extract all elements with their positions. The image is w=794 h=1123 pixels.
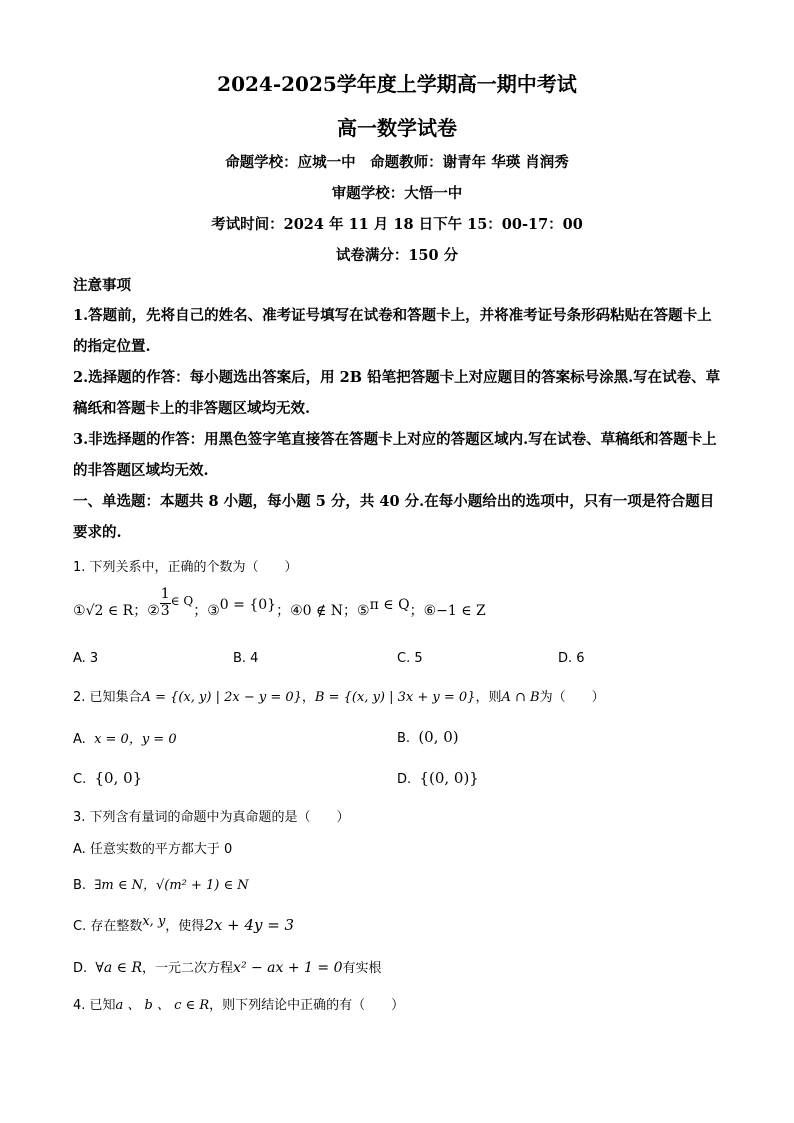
option-equation: 2x + 4y = 3 xyxy=(204,916,295,934)
question-1-relations xyxy=(73,586,486,620)
option-label: C. 存在整数 xyxy=(73,919,143,934)
option-vars: x, y xyxy=(142,914,166,929)
separator: ； xyxy=(409,603,424,619)
circled-number: ③ xyxy=(207,603,220,619)
stem-suffix: ，则下列结论中正确的有（ ） xyxy=(209,998,405,1013)
stem-suffix: 为（ ） xyxy=(539,690,605,705)
circled-number: ⑥ xyxy=(423,603,437,619)
option-equation: x² − ax + 1 = 0 xyxy=(233,960,343,976)
option-a xyxy=(73,728,177,747)
separator: ； xyxy=(133,603,148,619)
exam-title: 2024-2025学年度上学期高一期中考试 xyxy=(217,72,577,96)
relation-1: √2 ∈ R xyxy=(85,603,134,619)
denominator: 3 xyxy=(160,602,170,619)
relation-6: −1 ∈ Z xyxy=(436,603,486,619)
separator: ； xyxy=(276,603,291,619)
stem-prefix: 4. 已知 xyxy=(73,998,116,1013)
stem-mid: ，则 xyxy=(475,690,502,705)
option-text: {(0, 0)} xyxy=(419,769,479,787)
option-d: D. 6 xyxy=(558,651,585,666)
option-b: B. 4 xyxy=(233,651,259,666)
circled-number: ④ xyxy=(290,603,303,619)
separator: ， xyxy=(301,690,315,705)
option-d xyxy=(73,957,382,976)
option-tail: 有实根 xyxy=(342,961,382,976)
notes-heading: 注意事项 xyxy=(73,277,131,294)
question-4-stem xyxy=(73,994,404,1013)
option-text: {0, 0} xyxy=(94,769,143,787)
circled-number: ② xyxy=(147,603,160,619)
separator: ； xyxy=(343,603,358,619)
option-b xyxy=(73,874,249,893)
option-text: ∃m ∈ N，√(m² + 1) ∈ N xyxy=(94,878,249,893)
option-text: x = 0，y = 0 xyxy=(94,732,177,747)
option-text: (0, 0) xyxy=(418,728,459,746)
question-3-stem: 3. 下列含有量词的命题中为真命题的是（ ） xyxy=(73,810,350,825)
section-heading: 一、单选题：本题共 8 小题，每小题 5 分，共 40 分.在每小题给出的选项中，只有一项是符合题目要求的. xyxy=(73,493,715,541)
option-label: A. xyxy=(73,732,86,747)
option-label: B. xyxy=(397,731,411,746)
note-item: 2.选择题的作答：每小题选出答案后，用 2B 铅笔把答题卡上对应题目的答案标号涂黑.写在试卷、草稿纸和答题卡上的非答题区域均无效. xyxy=(73,369,721,417)
intersection-expr: A ∩ B xyxy=(501,690,540,705)
fraction xyxy=(160,587,171,619)
separator: ； xyxy=(193,603,208,619)
option-mid: ，一元二次方程 xyxy=(142,961,234,976)
relation-5: π ∈ Q xyxy=(369,597,410,613)
note-item: 1.答题前，先将自己的姓名、准考证号填写在试卷和答题卡上，并将准考证号条形码粘贴在答题卡上的指定位置. xyxy=(73,307,712,355)
set-b: B = {(x, y) | 3x + y = 0} xyxy=(314,690,476,705)
question-1-stem: 1. 下列关系中，正确的个数为（ ） xyxy=(73,560,298,575)
circled-number: ① xyxy=(73,603,86,619)
set-a: A = {(x, y) | 2x − y = 0} xyxy=(141,690,302,705)
option-mid: ，使得 xyxy=(165,919,205,934)
exam-full-score: 试卷满分：150 分 xyxy=(335,247,459,264)
option-a: A. 任意实数的平方都大于 0 xyxy=(73,842,233,857)
option-d xyxy=(397,769,479,787)
numerator: 1 xyxy=(160,586,170,603)
circled-number: ⑤ xyxy=(357,603,370,619)
exam-subtitle: 高一数学试卷 xyxy=(337,116,457,140)
option-label: D. xyxy=(397,772,412,787)
exam-authors: 命题学校：应城一中 命题教师：谢青年 华瑛 肖润秀 xyxy=(225,154,569,171)
option-c xyxy=(73,914,294,934)
stem-prefix: 2. 已知集合 xyxy=(73,690,142,705)
note-item: 3.非选择题的作答：用黑色签字笔直接答在答题卡上对应的答题区域内.写在试卷、草稿纸和答题卡上的非答题区域均无效. xyxy=(73,431,717,479)
exam-reviewer: 审题学校：大悟一中 xyxy=(331,185,463,202)
option-label: D. xyxy=(73,961,88,976)
relation-4: 0 ∉ N xyxy=(302,603,344,619)
option-label: C. xyxy=(73,772,87,787)
option-quantifier: ∀a ∈ R xyxy=(95,960,143,976)
option-label: B. xyxy=(73,878,87,893)
option-a: A. 3 xyxy=(73,651,99,666)
option-c xyxy=(73,769,142,787)
stem-vars: a 、 b 、 c ∈ R xyxy=(115,998,210,1013)
question-2-stem xyxy=(73,686,605,705)
relation-2-tail: ∈ Q xyxy=(170,594,194,608)
relation-3: 0 = {0} xyxy=(219,597,277,613)
option-c: C. 5 xyxy=(397,651,423,666)
exam-time: 考试时间：2024 年 11 月 18 日下午 15：00-17：00 xyxy=(211,216,583,233)
option-b xyxy=(397,728,459,746)
